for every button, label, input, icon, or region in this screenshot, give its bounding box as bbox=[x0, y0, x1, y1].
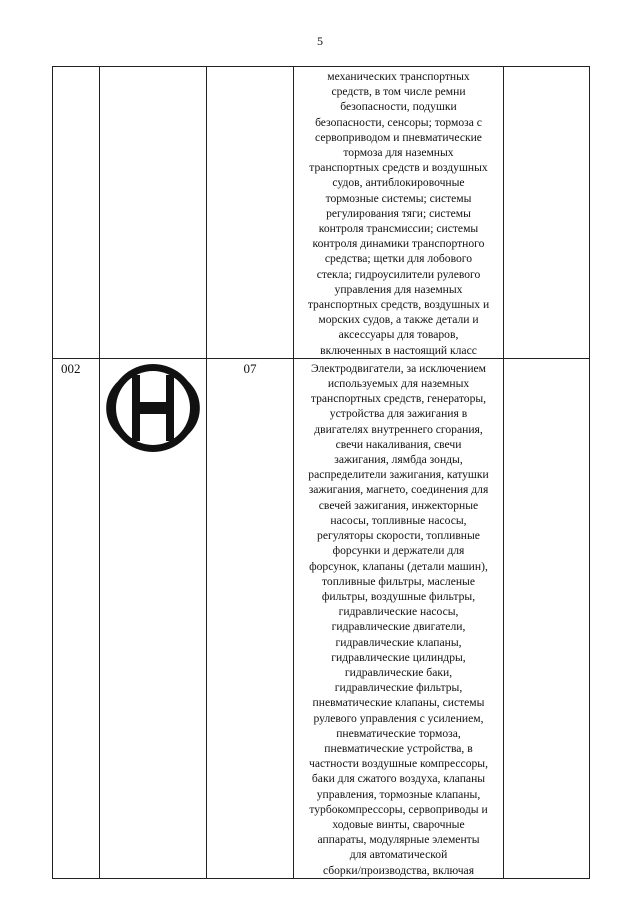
row-number-cell bbox=[53, 67, 100, 359]
goods-cell bbox=[294, 358, 504, 878]
note-cell bbox=[504, 67, 590, 359]
row-number-cell: 002 bbox=[53, 358, 100, 878]
page-number: 5 bbox=[317, 34, 323, 48]
trademark-image-cell bbox=[100, 358, 207, 878]
trademark-image-cell bbox=[100, 67, 207, 359]
note-cell bbox=[504, 358, 590, 878]
table-row bbox=[53, 358, 590, 878]
goods-list-text: Электродвигатели, за исключением используемых для наземных транспортных средств, генераторы, устройства для зажигания в двигателях внутреннего сгорания, свечи накаливания, свечи зажигания, лямбда зонды, распределители зажигания, катушки зажигания, магнето, соединения для свечей зажигания, инжекторные насосы, топливные насосы, регуляторы скорости, топливные форсунки и держатели для форсунок, клапаны (детали машин), топливные фильтры, масленые фильтры, воздушные фильтры, гидравлические насосы, гидравлические двигатели, гидравлические клапаны, гидравлические цилиндры, гидравлические баки, гидравлические фильтры, пневматические клапаны, системы рулевого управления с усилением, пневматические тормоза, пневматические устройства, в частности воздушные компрессоры, баки для сжатого воздуха, клапаны управления, тормозные клапаны, турбокомпрессоры, сервоприводы и ходовые винты, сварочные аппараты, модулярные элементы для автоматической сборки/производства, включая bbox=[308, 361, 489, 877]
goods-cell bbox=[294, 67, 504, 359]
bosch-armature-logo-icon bbox=[106, 359, 200, 460]
goods-list-text: механических транспортных средств, в том числе ремни безопасности, подушки безопасности, сенсоры; тормоза с сервоприводом и пневматические тормоза для наземных транспортных средств и воздушных судов, антиблокировочные тормозные системы; системы регулирования тяги; системы контроля трансмиссии; системы контроля динамики транспортного средства; щетки для лобового стекла; гидроусилители рулевого управления для наземных транспортных средств, воздушных и морских судов, а также детали и аксессуары для товаров, включенных в настоящий класс bbox=[307, 70, 490, 357]
trademark-registry-table bbox=[52, 66, 590, 879]
table-row bbox=[53, 67, 590, 359]
class-number-cell bbox=[207, 67, 294, 359]
class-number-cell: 07 bbox=[207, 358, 294, 878]
